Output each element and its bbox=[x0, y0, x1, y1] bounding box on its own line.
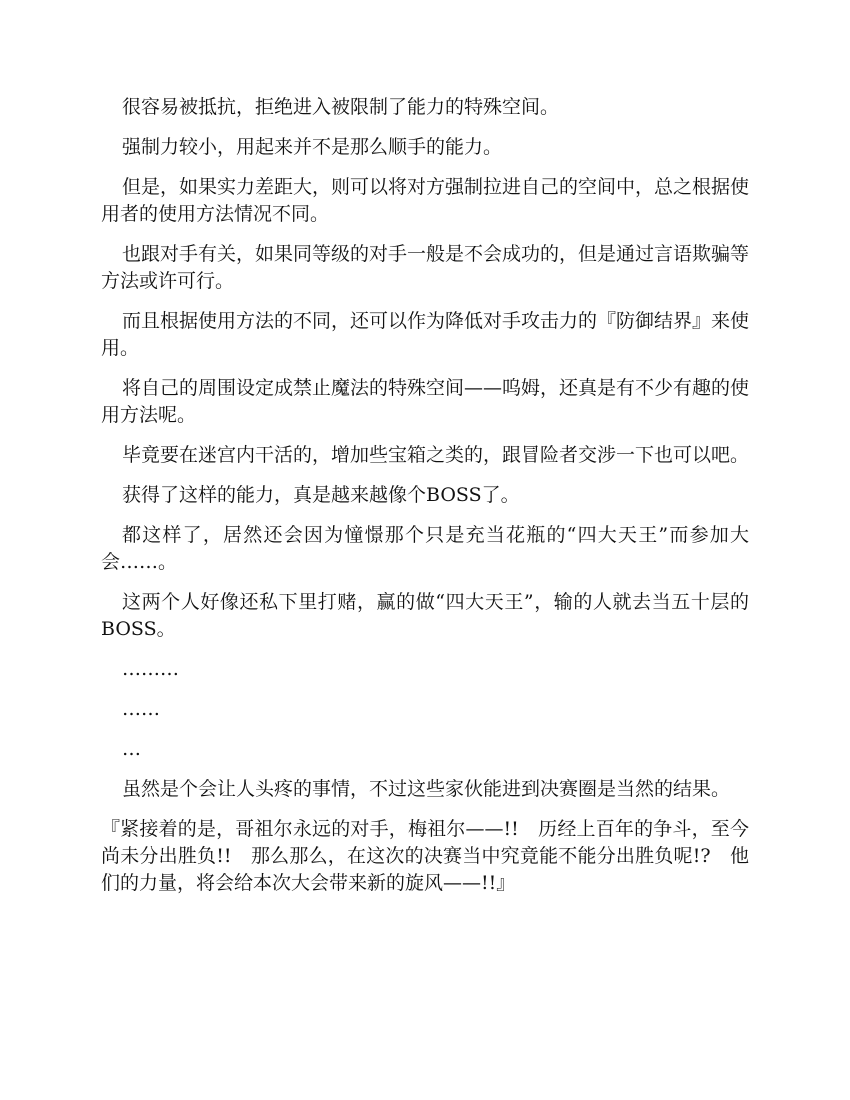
paragraph: 虽然是个会让人头疼的事情，不过这些家伙能进到决赛圈是当然的结果。 bbox=[122, 778, 731, 800]
paragraph: 很容易被抵抗，拒绝进入被限制了能力的特殊空间。 bbox=[122, 96, 560, 118]
paragraph: 这两个人好像还私下里打赌，赢的做“四大天王”，输的人就去当五十层的BOSS。 bbox=[101, 591, 749, 640]
paragraph: 都这样了，居然还会因为憧憬那个只是充当花瓶的“四大天王”而参加大会……。 bbox=[101, 524, 749, 573]
paragraph: 但是，如果实力差距大，则可以将对方强制拉进自己的空间中，总之根据使用者的使用方法情况不同。 bbox=[101, 176, 750, 225]
document-body bbox=[101, 94, 749, 910]
ellipsis-line: …… bbox=[122, 698, 160, 720]
dialogue-paragraph: 『紧接着的是，哥祖尔永远的对手，梅祖尔——!! 历经上百年的争斗，至今尚未分出胜负!! 那么那么，在这次的决赛当中究竟能不能分出胜负呢!? 他们的力量，将会给本次大会带来新的旋风——!!』 bbox=[101, 818, 749, 894]
paragraph: 而且根据使用方法的不同，还可以作为降低对手攻击力的『防御结界』来使用。 bbox=[101, 310, 750, 359]
paragraph: 强制力较小，用起来并不是那么顺手的能力。 bbox=[122, 136, 503, 158]
paragraph: 获得了这样的能力，真是越来越像个BOSS了。 bbox=[122, 484, 520, 506]
paragraph: 毕竟要在迷宫内干活的，增加些宝箱之类的，跟冒险者交涉一下也可以吧。 bbox=[122, 444, 750, 466]
ellipsis-line: … bbox=[122, 738, 141, 760]
ellipsis-line: ……… bbox=[122, 658, 179, 680]
paragraph: 将自己的周围设定成禁止魔法的特殊空间——呜姆，还真是有不少有趣的使用方法呢。 bbox=[101, 377, 750, 426]
paragraph: 也跟对手有关，如果同等级的对手一般是不会成功的，但是通过言语欺骗等方法或许可行。 bbox=[101, 243, 750, 292]
